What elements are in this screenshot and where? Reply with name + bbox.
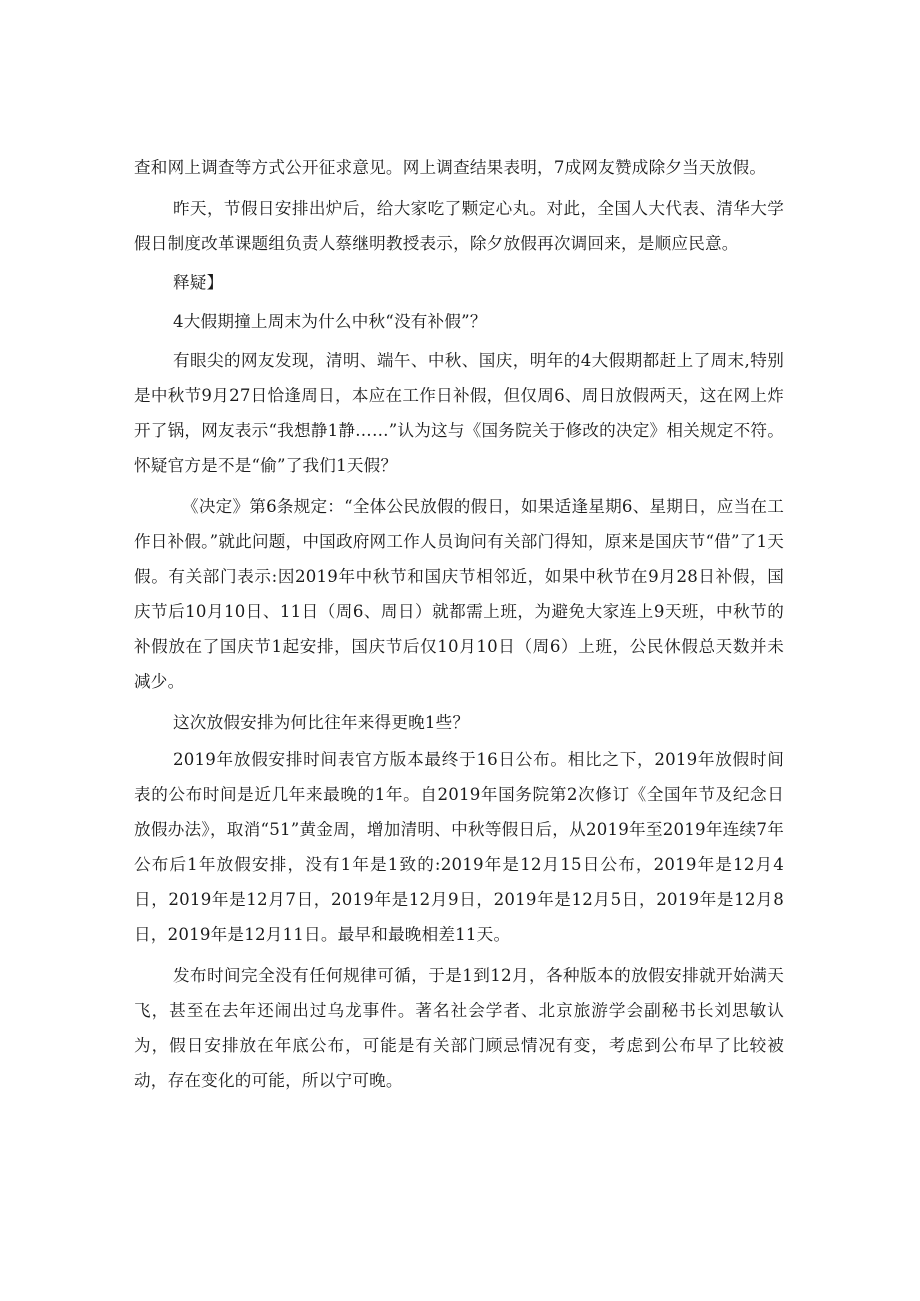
question-heading-mid-autumn: 4大假期撞上周末为什么中秋“没有补假”？: [173, 312, 487, 331]
question-heading-late-release: 这次放假安排为何比往年来得更晚1些？: [173, 713, 470, 732]
paragraph-survey-result: 查和网上调查等方式公开征求意见。网上调查结果表明，7成网友赞成除夕当天放假。: [134, 158, 767, 177]
document-body: [134, 150, 784, 1098]
paragraph-release-history: 2019年放假安排时间表官方版本最终于16日公布。相比之下，2019年放假时间表的公布时间是近几年来最晚的1年。自2019年国务院第2次修订《全国年节及纪念日放假办法》，取消“51”黄金周，增加清明、中秋等假日后，从2019年至2019年连续7年公布后1年放假安排，没有1年是1致的:2019年是12月15日公布，2019年是12月4日，2019年是12月7日，2019年是12月9日，2019年是12月5日，2019年是12月8日，2019年是12月11日。最早和最晚相差11天。: [134, 750, 784, 944]
paragraph-netizen-discovery: 有眼尖的网友发现，清明、端午、中秋、国庆，明年的4大假期都赶上了周末,特别是中秋节9月27日恰逢周日，本应在工作日补假，但仅周6、周日放假两天，这在网上炸开了锅，网友表示“我想静1静……”认为这与《国务院关于修改的决定》相关规定不符。怀疑官方是不是“偷”了我们1天假？: [134, 351, 784, 475]
paragraph-expert-comment: 昨天，节假日安排出炉后，给大家吃了颗定心丸。对此，全国人大代表、清华大学假日制度改革课题组负责人蔡继明教授表示，除夕放假再次调回来，是顺应民意。: [134, 199, 784, 253]
section-heading-explanation: 释疑】: [173, 273, 224, 292]
paragraph-expert-analysis: 发布时间完全没有任何规律可循，于是1到12月，各种版本的放假安排就开始满天飞，甚至在去年还闹出过乌龙事件。著名社会学者、北京旅游学会副秘书长刘思敏认为，假日安排放在年底公布，可能是有关部门顾忌情况有变，考虑到公布早了比较被动，存在变化的可能，所以宁可晚。: [134, 966, 784, 1090]
paragraph-decision-rule: 《决定》第6条规定：“全体公民放假的假日，如果适逢星期6、星期日，应当在工作日补假。”就此问题，中国政府网工作人员询问有关部门得知，原来是国庆节“借”了1天假。有关部门表示:因2019年中秋节和国庆节相邻近，如果中秋节在9月28日补假，国庆节后10月10日、11日（周6、周日）就都需上班，为避免大家连上9天班，中秋节的补假放在了国庆节1起安排，国庆节后仅10月10日（周6）上班，公民休假总天数并未减少。: [134, 497, 784, 691]
